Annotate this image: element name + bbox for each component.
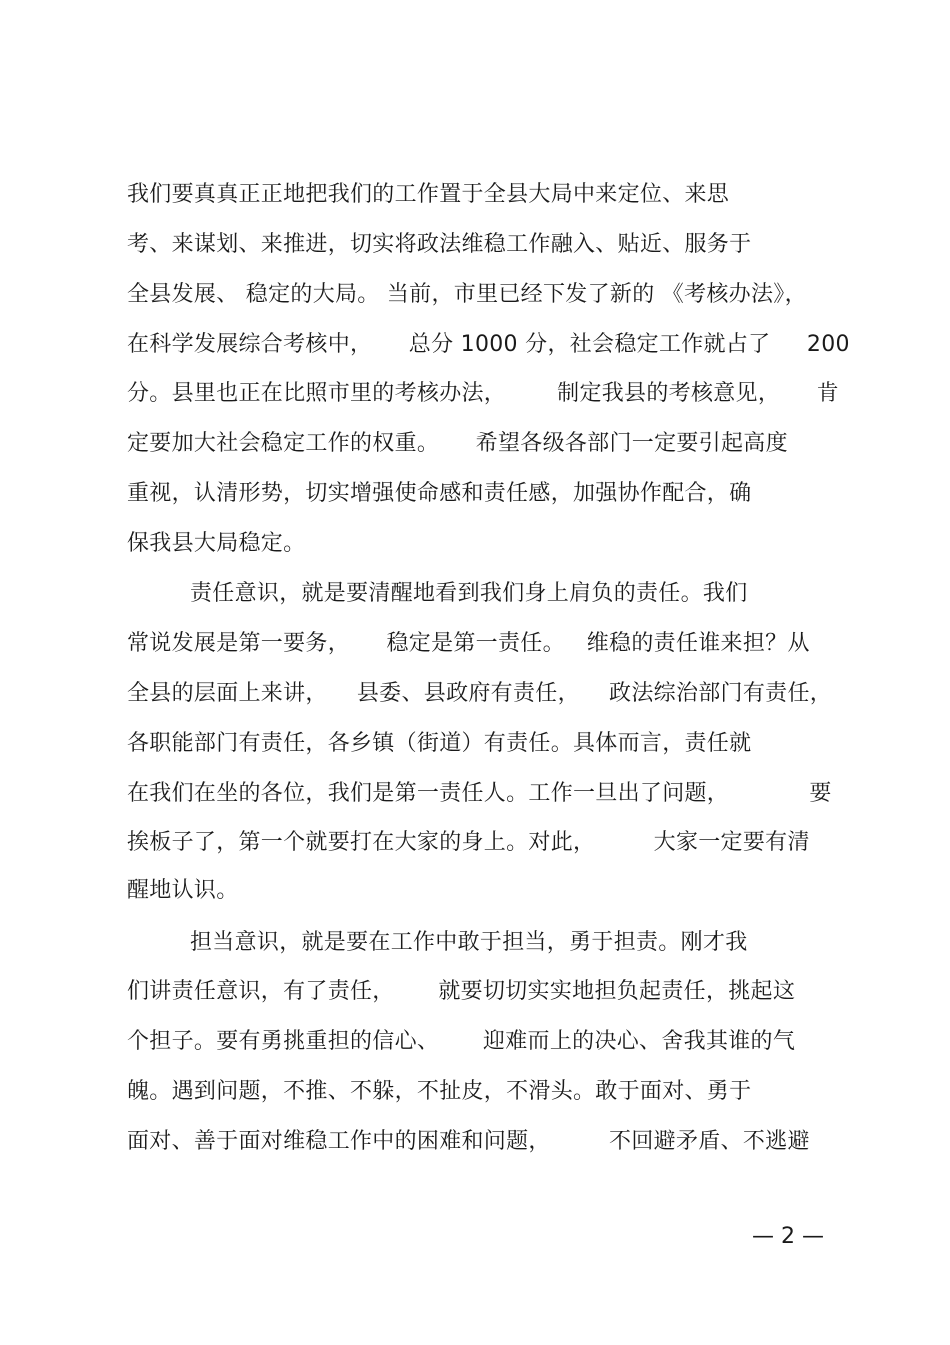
text-line: 个担子。要有勇挑重担的信心、 迎难而上的决心、舍我其谁的气 <box>127 1029 796 1054</box>
text-line: 各职能部门有责任，各乡镇（街道）有责任。具体而言，责任就 <box>127 731 752 756</box>
text-line: 魄。遇到问题，不推、不躲，不扯皮，不滑头。敢于面对、勇于 <box>127 1079 752 1104</box>
text-line: 我们要真真正正地把我们的工作置于全县大局中来定位、来思 <box>127 182 730 207</box>
text-line: 保我县大局稳定。 <box>127 531 306 556</box>
text-line: 常说发展是第一要务， 稳定是第一责任。 维稳的责任谁来担？从 <box>127 631 810 656</box>
text-line: 全县发展、 稳定的大局。 当前，市里已经下发了新的 《考核办法》， <box>127 282 807 307</box>
text-line: 面对、善于面对维稳工作中的困难和问题， 不回避矛盾、不逃避 <box>127 1129 810 1154</box>
text-line: 分。县里也正在比照市里的考核办法， 制定我县的考核意见， 肯 <box>127 381 839 406</box>
text-line: 醒地认识。 <box>127 878 239 903</box>
text-line: 在我们在坐的各位，我们是第一责任人。工作一旦出了问题， 要 <box>127 781 832 806</box>
text-line: 全县的层面上来讲， 县委、县政府有责任， 政法综治部门有责任， <box>127 681 833 706</box>
paragraph-start-line: 责任意识，就是要清醒地看到我们身上肩负的责任。我们 <box>190 581 748 606</box>
paragraph-start-line: 担当意识，就是要在工作中敢于担当，勇于担责。刚才我 <box>190 930 748 955</box>
text-line: 定要加大社会稳定工作的权重。 希望各级各部门一定要引起高度 <box>127 431 788 456</box>
text-line: 重视，认清形势，切实增强使命感和责任感，加强协作配合，确 <box>127 481 752 506</box>
page-number: — 2 — <box>752 1224 824 1249</box>
text-line: 考、来谋划、来推进，切实将政法维稳工作融入、贴近、服务于 <box>127 232 752 257</box>
text-line: 在科学发展综合考核中， 总分 1000 分，社会稳定工作就占了 200 <box>127 332 850 357</box>
text-line: 挨板子了，第一个就要打在大家的身上。对此， 大家一定要有清 <box>127 830 810 855</box>
text-line: 们讲责任意识，有了责任， 就要切切实实地担负起责任，挑起这 <box>127 979 796 1004</box>
